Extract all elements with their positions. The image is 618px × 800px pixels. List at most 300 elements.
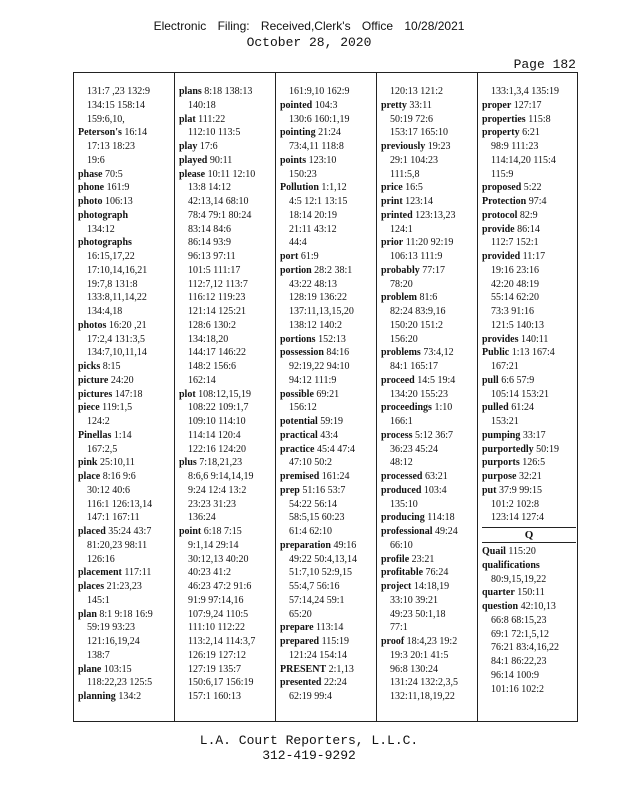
- index-entry: [381, 291, 475, 305]
- index-reference-line: [280, 525, 374, 539]
- index-entry: [78, 470, 172, 484]
- page-line-references: 18:14 20:19: [289, 209, 338, 221]
- page-line-references: 150:11: [514, 587, 545, 599]
- index-entry: [78, 663, 172, 677]
- index-term: point: [179, 526, 202, 537]
- index-entry: [381, 580, 475, 594]
- page-line-references: 78:4 79:1 80:24: [188, 209, 252, 221]
- index-reference-line: [482, 319, 576, 333]
- page-line-references: 17:2,4 131:3,5: [87, 333, 146, 345]
- page-line-references: 11:17: [520, 251, 546, 262]
- index-entry: [179, 154, 273, 168]
- index-reference-line: [482, 614, 576, 628]
- index-reference-line: [482, 641, 576, 655]
- page-line-references: 123:13,23: [412, 209, 456, 221]
- index-reference-line: [179, 580, 273, 594]
- page-line-references: 140:11: [518, 333, 549, 345]
- index-reference-line: [280, 374, 374, 388]
- page-line-references: 134:4,18: [87, 306, 123, 317]
- page-line-references: 140:18: [188, 99, 216, 111]
- index-entry: [280, 181, 374, 195]
- index-term: planning: [78, 691, 116, 702]
- page-line-references: 123:10: [306, 154, 337, 166]
- index-reference-line: [381, 676, 475, 690]
- page-line-references: 69:1 72:1,5,12: [491, 628, 550, 640]
- page-line-references: 55:14 62:20: [491, 292, 540, 304]
- page-line-references: 17:13 18:23: [87, 141, 136, 152]
- index-entry: [381, 511, 475, 525]
- page-line-references: 50:19: [533, 443, 559, 455]
- index-entry: [381, 470, 475, 484]
- index-reference-line: [482, 388, 576, 402]
- page-line-references: 82:9: [517, 209, 538, 221]
- page-line-references: 81:6: [416, 292, 438, 304]
- index-term: phase: [78, 168, 103, 180]
- page-line-references: 78:20: [390, 278, 413, 290]
- page-line-references: 28:2 38:1: [311, 264, 353, 276]
- index-reference-line: [78, 539, 172, 553]
- page-line-references: 115:9: [491, 168, 514, 180]
- index-term: provide: [482, 223, 515, 235]
- index-reference-line: [78, 140, 172, 154]
- index-reference-line: [381, 456, 475, 470]
- page-line-references: 61:24: [508, 402, 534, 414]
- index-entry: [381, 553, 475, 567]
- page-line-references: 82:24 83:9,16: [390, 306, 446, 317]
- page-line-references: 101:2 102:8: [491, 498, 540, 510]
- page-line-references: 29:1 104:23: [390, 154, 439, 166]
- index-reference-line: [78, 264, 172, 278]
- page-line-references: 132:11,18,19,22: [390, 691, 455, 702]
- page-line-references: 76:24: [423, 567, 449, 579]
- page-line-references: 112:10 113:5: [188, 127, 241, 139]
- index-reference-line: [179, 608, 273, 622]
- page-line-references: 80:9,15,19,22: [491, 573, 547, 585]
- index-entry: [280, 663, 374, 677]
- index-term: plot: [179, 388, 196, 400]
- column-divider: [174, 72, 175, 722]
- page-line-references: 61:9: [298, 251, 319, 262]
- index-reference-line: [280, 649, 374, 663]
- page-line-references: 105:14 153:21: [491, 388, 550, 400]
- page-line-references: 134:20 155:23: [390, 388, 449, 400]
- index-reference-line: [179, 594, 273, 608]
- index-reference-line: [280, 608, 374, 622]
- index-entry: [482, 600, 576, 614]
- index-reference-line: [381, 360, 475, 374]
- page-line-references: 42:20 48:19: [491, 278, 540, 290]
- index-column-1: [78, 85, 172, 715]
- index-term: quarter: [482, 587, 515, 599]
- page-line-references: 103:15: [101, 663, 132, 675]
- page-line-references: 49:22 50:4,13,14: [289, 553, 358, 565]
- page-line-references: 150:20 151:2: [390, 319, 444, 331]
- page-line-references: 121:24 154:14: [289, 649, 348, 661]
- index-reference-line: [280, 319, 374, 333]
- index-entry: [280, 264, 374, 278]
- index-reference-line: [179, 360, 273, 374]
- index-reference-line: [280, 580, 374, 594]
- index-reference-line: [78, 291, 172, 305]
- page-line-references: 14:18,19: [411, 581, 450, 592]
- index-reference-line: [78, 443, 172, 457]
- index-reference-line: [280, 85, 374, 99]
- page-line-references: 43:4: [317, 429, 339, 441]
- page-line-references: 111:5,8: [390, 168, 420, 180]
- index-term: picks: [78, 361, 101, 372]
- page-line-references: 134:7,10,11,14: [87, 347, 147, 359]
- index-reference-line: [381, 594, 475, 608]
- page-line-references: 73:4,11 118:8: [289, 141, 344, 152]
- page-line-references: 51:16 53:7: [299, 484, 346, 496]
- index-reference-line: [381, 168, 475, 182]
- transcript-date: October 28, 2020: [246, 35, 372, 50]
- page-line-references: 148:2 156:6: [188, 361, 237, 372]
- index-term: plane: [78, 663, 102, 675]
- page-line-references: 106:13 111:9: [390, 251, 443, 262]
- index-reference-line: [280, 690, 374, 704]
- index-entry: [381, 195, 475, 209]
- index-term: protocol: [482, 209, 518, 221]
- page-line-references: 124:2: [87, 416, 110, 427]
- index-reference-line: [179, 443, 273, 457]
- index-reference-line: [280, 278, 374, 292]
- index-reference-line: [179, 223, 273, 237]
- index-entry: [482, 346, 576, 360]
- page-line-references: 54:22 56:14: [289, 498, 338, 510]
- page-line-references: 63:21: [422, 471, 448, 482]
- index-term: photograph: [78, 209, 129, 221]
- column-divider: [477, 72, 478, 722]
- page-line-references: 24:20: [108, 374, 134, 386]
- page-line-references: 35:24 43:7: [105, 526, 152, 537]
- index-reference-line: [179, 470, 273, 484]
- page-line-references: 107:9,24 110:5: [188, 608, 249, 620]
- index-term: prior: [381, 237, 404, 249]
- index-term: price: [381, 182, 403, 194]
- index-reference-line: [179, 126, 273, 140]
- index-reference-line: [179, 195, 273, 209]
- index-term: producing: [381, 512, 425, 524]
- index-term: preparation: [280, 539, 331, 551]
- page-line-references: 69:21: [313, 388, 340, 400]
- page-line-references: 37:9 99:15: [496, 484, 543, 496]
- index-reference-line: [381, 333, 475, 347]
- page-line-references: 98:9 111:23: [491, 141, 539, 152]
- index-entry: [280, 484, 374, 498]
- index-entry: [179, 456, 273, 470]
- index-reference-line: [179, 553, 273, 567]
- index-reference-line: [78, 99, 172, 113]
- index-reference-line: [78, 676, 172, 690]
- page-line-references: 117:11: [121, 567, 152, 579]
- index-term: places: [78, 581, 105, 592]
- page-line-references: 150:23: [289, 168, 317, 180]
- index-reference-line: [280, 553, 374, 567]
- index-term: professional: [381, 526, 433, 537]
- page-line-references: 5:22: [521, 182, 542, 194]
- index-term: plus: [179, 457, 197, 469]
- page-line-references: 130:6 160:1,19: [289, 113, 350, 125]
- index-term: pumping: [482, 429, 521, 441]
- page-line-references: 116:12 119:23: [188, 292, 246, 304]
- page-line-references: 6:6 57:9: [498, 374, 535, 386]
- page-line-references: 16:20 ,21: [106, 319, 147, 331]
- page-line-references: 138:7: [87, 649, 110, 661]
- index-entry: [482, 586, 576, 600]
- index-entry: [78, 566, 172, 580]
- index-entry: [280, 415, 374, 429]
- page-line-references: 8:6,6 9:14,14,19: [188, 471, 254, 482]
- index-reference-line: [482, 291, 576, 305]
- page-line-references: 144:17 146:22: [188, 347, 247, 359]
- index-column-4: [381, 85, 475, 715]
- index-reference-line: [381, 223, 475, 237]
- page-line-references: 115:8: [525, 113, 551, 125]
- index-reference-line: [179, 690, 273, 704]
- page-line-references: 114:18: [424, 512, 455, 524]
- page-line-references: 59:19: [317, 416, 344, 427]
- page-line-references: 36:23 45:24: [390, 443, 439, 455]
- index-term: played: [179, 154, 208, 166]
- index-reference-line: [482, 360, 576, 374]
- index-entry: [482, 333, 576, 347]
- index-entry: [381, 525, 475, 539]
- index-term: question: [482, 601, 519, 612]
- index-term: pointed: [280, 99, 313, 111]
- index-reference-line: [78, 278, 172, 292]
- index-reference-line: [482, 154, 576, 168]
- index-reference-line: [482, 264, 576, 278]
- index-entry: [280, 99, 374, 113]
- page-line-references: 84:1 165:17: [390, 361, 439, 372]
- index-term: plans: [179, 86, 202, 97]
- page-line-references: 156:12: [289, 402, 317, 414]
- page-line-references: 19:23: [425, 141, 451, 152]
- page-line-references: 161:24: [319, 471, 350, 482]
- index-reference-line: [482, 498, 576, 512]
- page-line-references: 86:14 93:9: [188, 237, 232, 249]
- index-reference-line: [482, 573, 576, 587]
- index-reference-line: [381, 443, 475, 457]
- index-term: placement: [78, 567, 122, 579]
- index-term: plan: [78, 608, 97, 620]
- index-term: project: [381, 581, 412, 592]
- index-term: put: [482, 484, 497, 496]
- index-entry: [482, 181, 576, 195]
- index-entry: [381, 181, 475, 195]
- index-term: proof: [381, 636, 405, 647]
- index-entry: [482, 456, 576, 470]
- index-reference-line: [280, 566, 374, 580]
- index-entry: [78, 236, 172, 250]
- page-line-references: 49:16: [330, 539, 357, 551]
- index-entry: [78, 360, 172, 374]
- page-line-references: 161:9,10 162:9: [289, 86, 350, 97]
- index-entry: [482, 113, 576, 127]
- page-line-references: 124:1: [390, 223, 413, 235]
- page-line-references: 133:1,3,4 135:19: [491, 86, 560, 97]
- index-term: process: [381, 429, 413, 441]
- page-line-references: 14:5 19:4: [414, 374, 456, 386]
- section-letter: Q: [482, 527, 576, 543]
- page-line-references: 121:16,19,24: [87, 636, 140, 647]
- page-line-references: 120:13 121:2: [390, 86, 444, 97]
- page-line-references: 127:17: [511, 99, 542, 111]
- page-line-references: 167:21: [491, 361, 519, 372]
- index-entry: [78, 456, 172, 470]
- index-entry: [381, 374, 475, 388]
- index-term: port: [280, 251, 299, 262]
- index-reference-line: [179, 484, 273, 498]
- page-line-references: 112:7,12 113:7: [188, 278, 248, 290]
- index-entry: [381, 264, 475, 278]
- index-entry: [482, 484, 576, 498]
- page-line-references: 128:19 136:22: [289, 292, 348, 304]
- index-entry: [280, 443, 374, 457]
- index-reference-line: [280, 401, 374, 415]
- index-term: proposed: [482, 182, 522, 194]
- index-reference-line: [179, 236, 273, 250]
- page-line-references: 147:1 167:11: [87, 512, 140, 524]
- reporter-phone: 312-419-9292: [262, 748, 356, 763]
- index-entry: [179, 113, 273, 127]
- page-line-references: 46:23 47:2 91:6: [188, 581, 252, 592]
- index-reference-line: [179, 566, 273, 580]
- index-reference-line: [482, 140, 576, 154]
- index-reference-line: [482, 305, 576, 319]
- index-reference-line: [482, 236, 576, 250]
- index-reference-line: [280, 223, 374, 237]
- page-line-references: 121:14 125:21: [188, 306, 247, 317]
- index-term: possible: [280, 388, 314, 400]
- page-line-references: 97:4: [526, 196, 547, 207]
- index-term: pretty: [381, 99, 407, 111]
- index-entry: [482, 443, 576, 457]
- page-line-references: 21:11 43:12: [289, 223, 337, 235]
- page-line-references: 137:11,13,15,20: [289, 306, 354, 317]
- index-entry: [78, 525, 172, 539]
- index-reference-line: [78, 649, 172, 663]
- index-entry: [78, 388, 172, 402]
- index-reference-line: [78, 223, 172, 237]
- page-line-references: 21:24: [315, 127, 341, 139]
- index-term: practice: [280, 443, 315, 455]
- index-reference-line: [78, 498, 172, 512]
- page-line-references: 1:13 167:4: [509, 347, 555, 359]
- index-entry: [179, 388, 273, 402]
- page-line-references: 45:4 47:4: [314, 443, 355, 455]
- page-line-references: 40:23 41:2: [188, 567, 232, 579]
- index-reference-line: [280, 360, 374, 374]
- page-line-references: 9:1,14 29:14: [188, 539, 239, 551]
- index-reference-line: [381, 113, 475, 127]
- page-line-references: 121:5 140:13: [491, 319, 545, 331]
- page-line-references: 167:2,5: [87, 443, 118, 455]
- index-reference-line: [179, 278, 273, 292]
- index-term: pictures: [78, 388, 113, 400]
- page-line-references: 113:14: [313, 622, 344, 634]
- index-entry: [280, 429, 374, 443]
- page-line-references: 84:16: [323, 347, 350, 359]
- index-entry: [179, 525, 273, 539]
- index-reference-line: [78, 85, 172, 99]
- index-reference-line: [381, 663, 475, 677]
- page-line-references: 106:13: [102, 196, 133, 207]
- index-term: Pinellas: [78, 429, 112, 441]
- page-line-references: 8:18 138:13: [201, 86, 253, 97]
- page-line-references: 147:18: [112, 388, 143, 400]
- page-line-references: 8:16 9:6: [100, 471, 136, 482]
- page-line-references: 25:10,11: [97, 457, 135, 469]
- page-line-references: 153:21: [491, 416, 519, 427]
- page-line-references: 145:1: [87, 594, 110, 606]
- index-reference-line: [381, 690, 475, 704]
- page-line-references: 126:16: [87, 553, 115, 565]
- page-line-references: 86:14: [514, 223, 540, 235]
- index-reference-line: [280, 168, 374, 182]
- page-line-references: 42:10,13: [518, 601, 556, 612]
- page-line-references: 156:20: [390, 333, 418, 345]
- page-line-references: 109:10 114:10: [188, 416, 246, 427]
- index-entry: [482, 374, 576, 388]
- index-term: Quail: [482, 546, 506, 557]
- page-line-references: 2:1,13: [326, 663, 354, 675]
- page-line-references: 32:21: [516, 471, 542, 482]
- index-entry: [482, 209, 576, 223]
- page-line-references: 73:3 91:16: [491, 306, 535, 317]
- index-reference-line: [381, 305, 475, 319]
- page-line-references: 33:10 39:21: [390, 594, 439, 606]
- page-line-references: 19:16 23:16: [491, 264, 540, 276]
- index-entry: [280, 126, 374, 140]
- index-term: qualifications: [482, 559, 540, 571]
- index-reference-line: [280, 594, 374, 608]
- index-reference-line: [78, 346, 172, 360]
- index-reference-line: [179, 649, 273, 663]
- index-term: possession: [280, 347, 324, 359]
- index-entry: [280, 154, 374, 168]
- page-line-references: 96:8 130:24: [390, 663, 439, 675]
- index-term: pulled: [482, 402, 509, 414]
- index-entry: [381, 429, 475, 443]
- index-reference-line: [482, 511, 576, 525]
- index-entry: [179, 140, 273, 154]
- index-entry: [482, 99, 576, 113]
- index-term: premised: [280, 471, 320, 482]
- page-line-references: 65:20: [289, 608, 312, 620]
- page-line-references: 150:6,17 156:19: [188, 677, 254, 689]
- page-line-references: 6:21: [519, 127, 540, 139]
- index-column-3: [280, 85, 374, 715]
- index-reference-line: [482, 669, 576, 683]
- page-line-references: 77:17: [419, 264, 446, 276]
- index-reference-line: [381, 126, 475, 140]
- index-term: purports: [482, 457, 520, 469]
- page-line-references: 55:4,7 56:16: [289, 581, 340, 592]
- page-line-references: 18:4,23 19:2: [404, 636, 458, 647]
- page-line-references: 108:12,15,19: [195, 388, 251, 400]
- index-term: portion: [280, 264, 312, 276]
- index-reference-line: [179, 511, 273, 525]
- page-line-references: 115:20: [505, 546, 536, 557]
- index-term: Pollution: [280, 182, 319, 194]
- index-entry: [381, 236, 475, 250]
- index-term: proper: [482, 99, 512, 111]
- page-line-references: 90:11: [207, 154, 233, 166]
- index-term: processed: [381, 471, 423, 482]
- page-line-references: 122:16 124:20: [188, 443, 247, 455]
